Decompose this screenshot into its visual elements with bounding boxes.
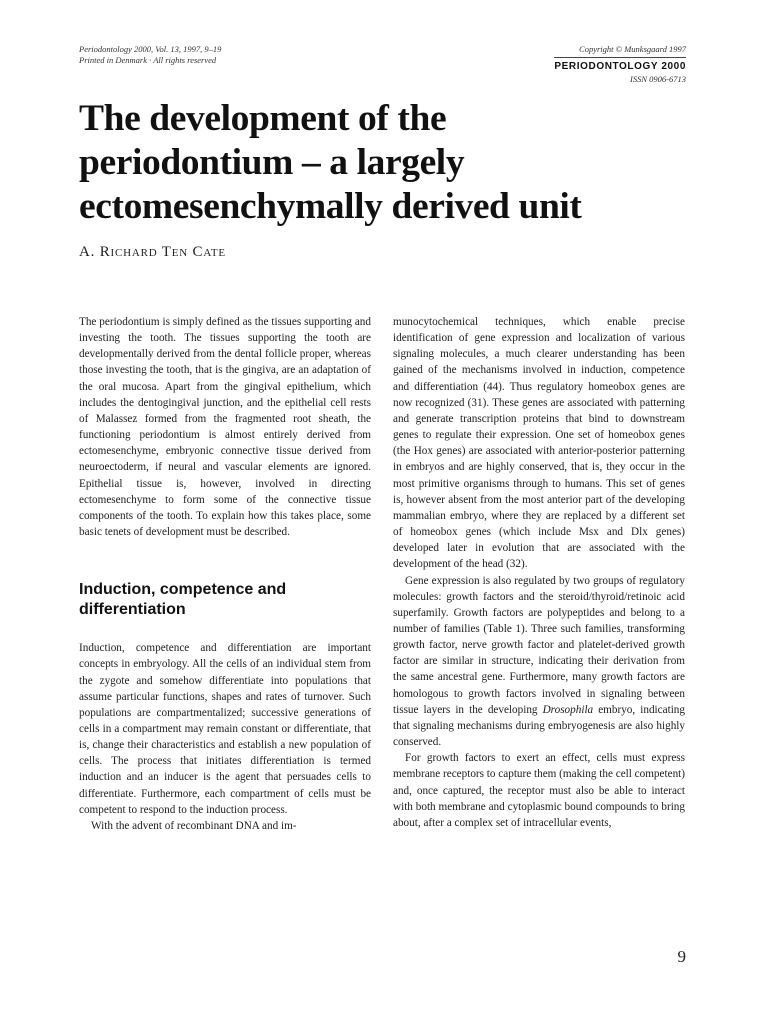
journal-name: PERIODONTOLOGY 2000	[554, 61, 686, 72]
title-line: The development of the	[79, 98, 447, 139]
running-header-left	[79, 44, 221, 66]
section-heading: Induction, competence and differentiation	[79, 581, 287, 618]
printed-notice: Printed in Denmark · All rights reserved	[79, 55, 217, 65]
running-header-right	[554, 44, 686, 85]
copyright-notice: Copyright © Munksgaard 1997	[554, 44, 686, 58]
body-paragraph: Induction, competence and differentiation are important concepts in embryology. All the cells of an individual stem from the zygote and somehow differentiate into populations that assume particular functions, shapes and rates of turnover. Such populations are compartmentalized; successive generations of cells in a compartment may remain constant or differentiate, that is, change their characteristics and establish a new population of cells. The process that initiates differentiation is termed induction and an inducer is the agent that persuades cells to differentiate. Furthermore, each compartment of cells must be competent to respond to the induction process.	[79, 642, 371, 816]
left-column	[79, 314, 371, 834]
text-run: embryo, indicating that signaling mechanisms during embryogenesis are also highly conserved.	[393, 703, 685, 749]
intro-paragraph: The periodontium is simply defined as the tissues supporting and investing the tooth. The tissues supporting the tooth are developmentally derived from the dental follicle proper, whereas those investing the tooth, that is the gingiva, are an adaptation of the oral mucosa. Apart from the gingival epithelium, which includes the dentogingival junction, and the epithelial cell rests of Malassez formed from the fragmented root sheath, the functioning periodontium is almost entirely derived from ectomesenchyme, embryonic connective tissue derived from neuroectoderm, if neural and vascular elements are ignored. Epithelial tissue is, however, involved in directing ectomesenchyme to form some of the connective tissue components of the tooth. To explain how this takes place, some basic tenets of development must be described.	[79, 316, 371, 539]
species-name: Drosophila	[542, 703, 594, 716]
article-title	[79, 97, 719, 229]
title-line: ectomesenchymally derived unit	[79, 186, 582, 227]
author-name: A. Richard Ten Cate	[79, 244, 226, 260]
page-number: 9	[677, 947, 686, 966]
body-paragraph: With the advent of recombinant DNA and im-	[91, 819, 297, 832]
text-run: Gene expression is also regulated by two groups of regulatory molecules: growth factors and the steroid/thyroid/retinoic acid superfamily. Growth factors are polypeptides and belong to a number of families (Table 1). Three such families, transforming growth factor, nerve growth factor and platelet-derived growth factor are similar in structure, indicating their derivation from the same ancestral gene. Furthermore, many growth factors are homologous to growth factors involved in signaling between tissue layers in the developing	[393, 574, 685, 716]
body-paragraph: For growth factors to exert an effect, cells must express membrane receptors to capture them (making the cell competent) and, once captured, the receptor must also be able to interact with both membrane and cytoplasmic bound compounds to bring about, after a complex set of intracellular events,	[393, 752, 685, 829]
right-column	[393, 314, 685, 831]
title-line: periodontium – a largely	[79, 142, 465, 183]
body-paragraph: munocytochemical techniques, which enable precise identification of gene expression and localization of various signaling molecules, a much clearer understanding has been gained of the mechanisms involved in induction, competence and differentiation (44). Thus regulatory homeobox genes are now recognized (31). These genes are associated with patterning and generate transcription proteins that bind to downstream genes to regulate their expression. One set of homeobox genes (the Hox genes) are associated with anterior-posterior patterning in embryos and are highly conserved, that is, they occur in the most primitive organisms through to humans. This set of genes is, however absent from the most anterior part of the developing mammalian embryo, where they are replaced by a different set of homeobox genes (which include Msx and Dlx genes) developed later in evolution that are associated with the development of the head (32).	[393, 316, 685, 571]
body-paragraph	[393, 573, 685, 751]
journal-reference: Periodontology 2000, Vol. 13, 1997, 9–19	[79, 44, 222, 54]
issn-number: ISSN 0906-6713	[630, 74, 686, 84]
